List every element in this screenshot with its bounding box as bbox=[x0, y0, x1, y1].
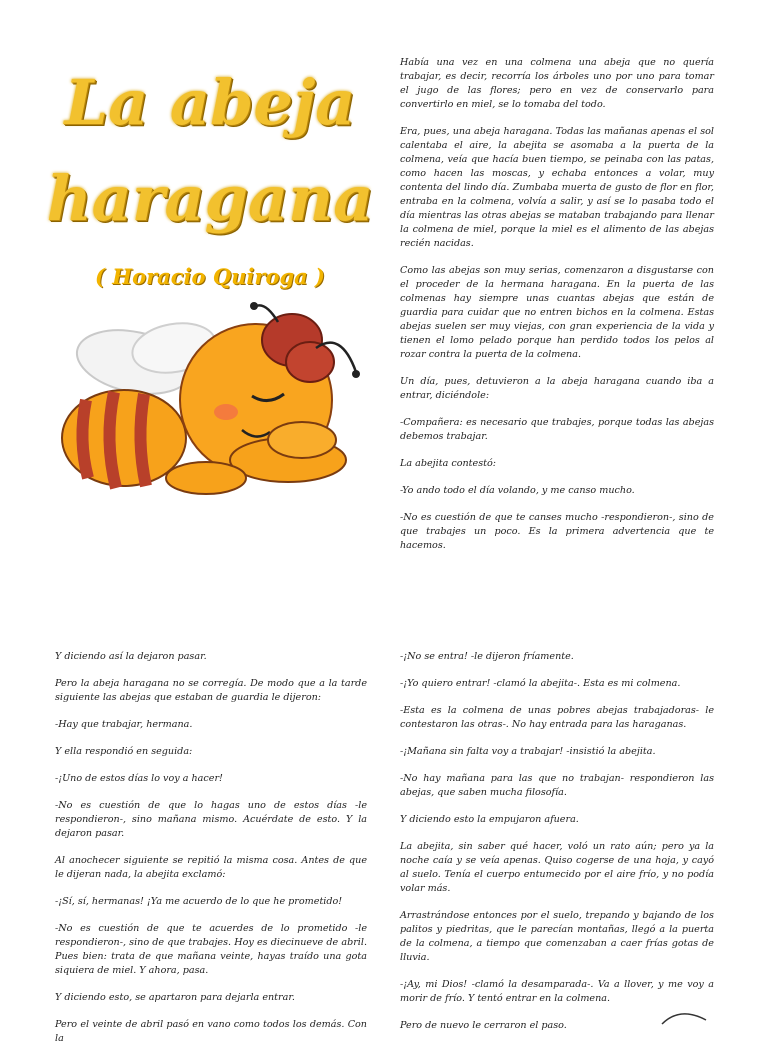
paragraph: -Esta es la colmena de unas pobres abejas trabajadoras- le contestaron las otras-. No hay entrada para las haraganas. bbox=[400, 705, 714, 730]
paragraph: Y ella respondió en seguida: bbox=[55, 746, 193, 757]
story-column-bottom-right bbox=[400, 650, 714, 1031]
paragraph: -¡No se entra! -le dijeron fríamente. bbox=[400, 651, 574, 662]
paragraph: Como las abejas son muy serias, comenzaron a disgustarse con el proceder de la hermana haragana. En la puerta de las colmenas hay siempre unas cuantas abejas que están de guardia para cuidar que no entren bichos en la colmena. Estas abejas suelen ser muy viejas, con gran experiencia de la vida y tienen el lomo pelado porque han perdido todos los pelos al rozar contra la puerta de la colmena. bbox=[400, 265, 714, 360]
paragraph: -¡Sí, sí, hermanas! ¡Ya me acuerdo de lo que he prometido! bbox=[55, 896, 343, 907]
paragraph: -¡Uno de estos días lo voy a hacer! bbox=[55, 773, 223, 784]
paragraph: -¡Mañana sin falta voy a trabajar! -insistió la abejita. bbox=[400, 746, 656, 757]
corner-doodle-icon bbox=[660, 1006, 710, 1024]
paragraph: Pero la abeja haragana no se corregía. De modo que a la tarde siguiente las abejas que estaban de guardia le dijeron: bbox=[55, 678, 367, 703]
paragraph: Al anochecer siguiente se repitió la misma cosa. Antes de que le dijeran nada, la abejita exclamó: bbox=[55, 855, 367, 880]
paragraph: -¡Ay, mi Dios! -clamó la desamparada-. Va a llover, y me voy a morir de frío. Y tentó entrar en la colmena. bbox=[400, 979, 714, 1004]
paragraph: -No es cuestión de que te acuerdes de lo prometido -le respondieron-, sino de que trabajes. Hoy es diecinueve de abril. Pues bien: trata de que mañana veinte, hayas traído una gota siquiera de miel. Y ahora, pasa. bbox=[55, 923, 367, 976]
story-column-top-right bbox=[400, 56, 714, 566]
paragraph: Arrastrándose entonces por el suelo, trepando y bajando de los palitos y piedritas, que le parecían montañas, llegó a la puerta de la colmena, a tiempo que comenzaban a caer frías gotas de lluvia. bbox=[400, 910, 714, 963]
paragraph: Un día, pues, detuvieron a la abeja haragana cuando iba a entrar, diciéndole: bbox=[400, 376, 714, 401]
paragraph: -No es cuestión de que te canses mucho -respondieron-, sino de que trabajes un poco. Es la primera advertencia que te hacemos. bbox=[400, 512, 714, 551]
story-title-line-2: haragana bbox=[46, 162, 374, 235]
paragraph: -Compañera: es necesario que trabajes, porque todas las abejas debemos trabajar. bbox=[400, 417, 714, 442]
paragraph: Pero de nuevo le cerraron el paso. bbox=[400, 1020, 567, 1031]
paragraph: Y diciendo esto, se apartaron para dejarla entrar. bbox=[55, 992, 295, 1003]
story-title-line-1: La abeja bbox=[64, 66, 356, 139]
author-name: ( Horacio Quiroga ) bbox=[95, 264, 325, 289]
paragraph: Era, pues, una abeja haragana. Todas las mañanas apenas el sol calentaba el aire, la abejita se asomaba a la puerta de la colmena, veía que hacía buen tiempo, se peinaba con las patas, como hacen las moscas, y echaba entonces a volar, muy contenta del lindo día. Zumbaba muerta de gusto de flor en flor, entraba en la colmena, volvía a salir, y así se lo pasaba todo el día mientras las otras abejas se mataban trabajando para llenar la colmena de miel, porque la miel es el alimento de las abejas recién nacidas. bbox=[400, 126, 714, 249]
sleeping-bee-icon bbox=[56, 300, 376, 510]
story-column-bottom-left bbox=[55, 650, 367, 1044]
paragraph: Y diciendo esto la empujaron afuera. bbox=[400, 814, 579, 825]
paragraph: Pero el veinte de abril pasó en vano como todos los demás. Con la bbox=[55, 1019, 367, 1044]
paragraph: La abejita, sin saber qué hacer, voló un rato aún; pero ya la noche caía y se veía apenas. Quiso cogerse de una hoja, y cayó al suelo. Tenía el cuerpo entumecido por el aire frío, y no podía volar más. bbox=[400, 841, 714, 894]
paragraph: La abejita contestó: bbox=[400, 458, 496, 469]
paragraph: Había una vez en una colmena una abeja que no quería trabajar, es decir, recorría los árboles uno por uno para tomar el jugo de las flores; pero en vez de conservarlo para convertirlo en miel, se lo tomaba del todo. bbox=[400, 57, 714, 110]
paragraph: Y diciendo así la dejaron pasar. bbox=[55, 651, 207, 662]
paragraph: -Yo ando todo el día volando, y me canso mucho. bbox=[400, 485, 635, 496]
paragraph: -No hay mañana para las que no trabajan- respondieron las abejas, que saben mucha filosofía. bbox=[400, 773, 714, 798]
paragraph: -Hay que trabajar, hermana. bbox=[55, 719, 193, 730]
paragraph: -¡Yo quiero entrar! -clamó la abejita-. Esta es mi colmena. bbox=[400, 678, 681, 689]
paragraph: -No es cuestión de que lo hagas uno de estos días -le respondieron-, sino mañana mismo. Acuérdate de esto. Y la dejaron pasar. bbox=[55, 800, 367, 839]
